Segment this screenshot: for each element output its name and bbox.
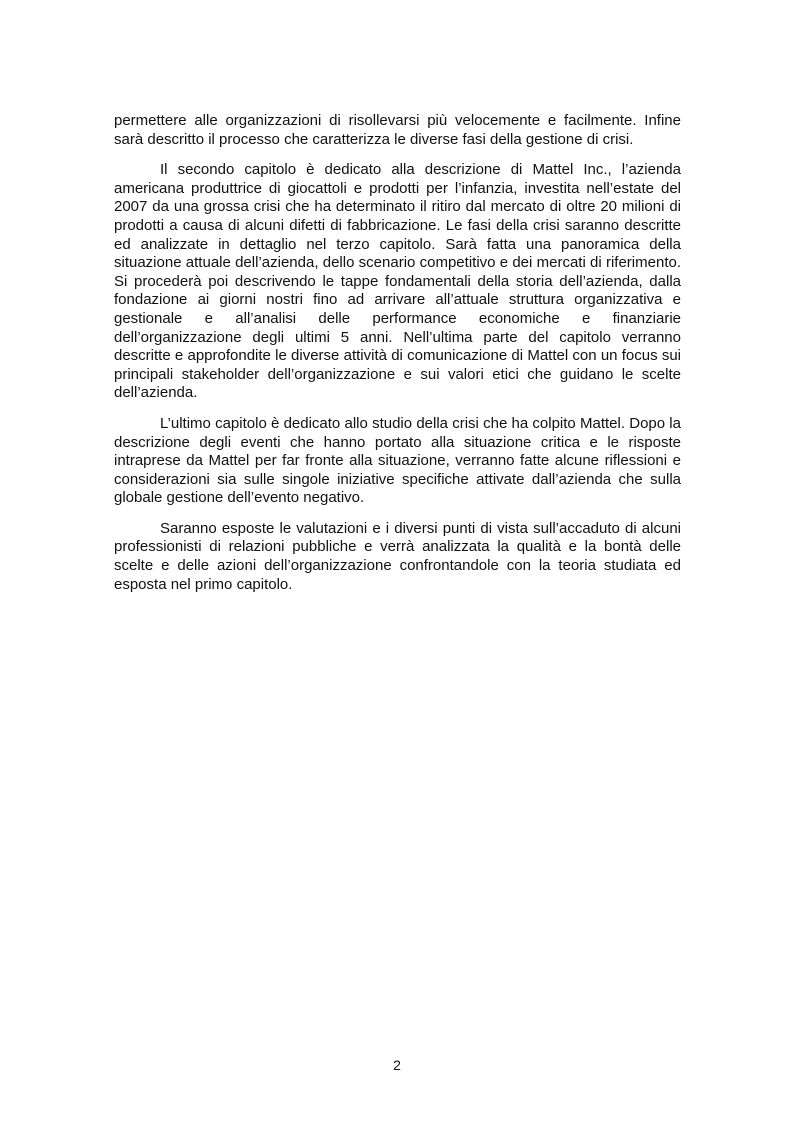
paragraph-evaluations: Saranno esposte le valutazioni e i diversi punti di vista sull’accaduto di alcuni professionisti di relazioni pubbliche e verrà analizzata la qualità e la bontà delle scelte e delle azioni dell’organizzazione confrontandole con la teoria studiata ed esposta nel primo capitolo.	[114, 519, 681, 593]
paragraph-last-chapter: L’ultimo capitolo è dedicato allo studio della crisi che ha colpito Mattel. Dopo la descrizione degli eventi che hanno portato alla situazione critica e le risposte intraprese da Mattel per far fronte alla situazione, verranno fatte alcune riflessioni e considerazioni sia sulle singole iniziative specifiche attivate dall’azienda che sulla globale gestione dell’evento negativo.	[114, 414, 681, 507]
body-text	[114, 112, 681, 606]
paragraph-continuation: permettere alle organizzazioni di risollevarsi più velocemente e facilmente. Infine sarà descritto il processo che caratterizza le diverse fasi della gestione di crisi.	[114, 112, 681, 148]
paragraph-second-chapter: Il secondo capitolo è dedicato alla descrizione di Mattel Inc., l’azienda americana produttrice di giocattoli e prodotti per l’infanzia, investita nell’estate del 2007 da una grossa crisi che ha determinato il ritiro dal mercato di oltre 20 milioni di prodotti a causa di alcuni difetti di fabbricazione. Le fasi della crisi saranno descritte ed analizzate in dettaglio nel terzo capitolo. Sarà fatta una panoramica della situazione attuale dell’azienda, dello scenario competitivo e dei mercati di riferimento. Si procederà poi descrivendo le tappe fondamentali della storia dell’azienda, dalla fondazione ai giorni nostri fino ad arrivare all’attuale struttura organizzativa e gestionale e all’analisi delle performance economiche e finanziarie dell’organizzazione degli ultimi 5 anni. Nell’ultima parte del capitolo verranno descritte e approfondite le diverse attività di comunicazione di Mattel con un focus sui principali stakeholder dell’organizzazione e sui valori etici che guidano le scelte dell’azienda.	[114, 161, 681, 402]
page-number: 2	[393, 1057, 401, 1073]
